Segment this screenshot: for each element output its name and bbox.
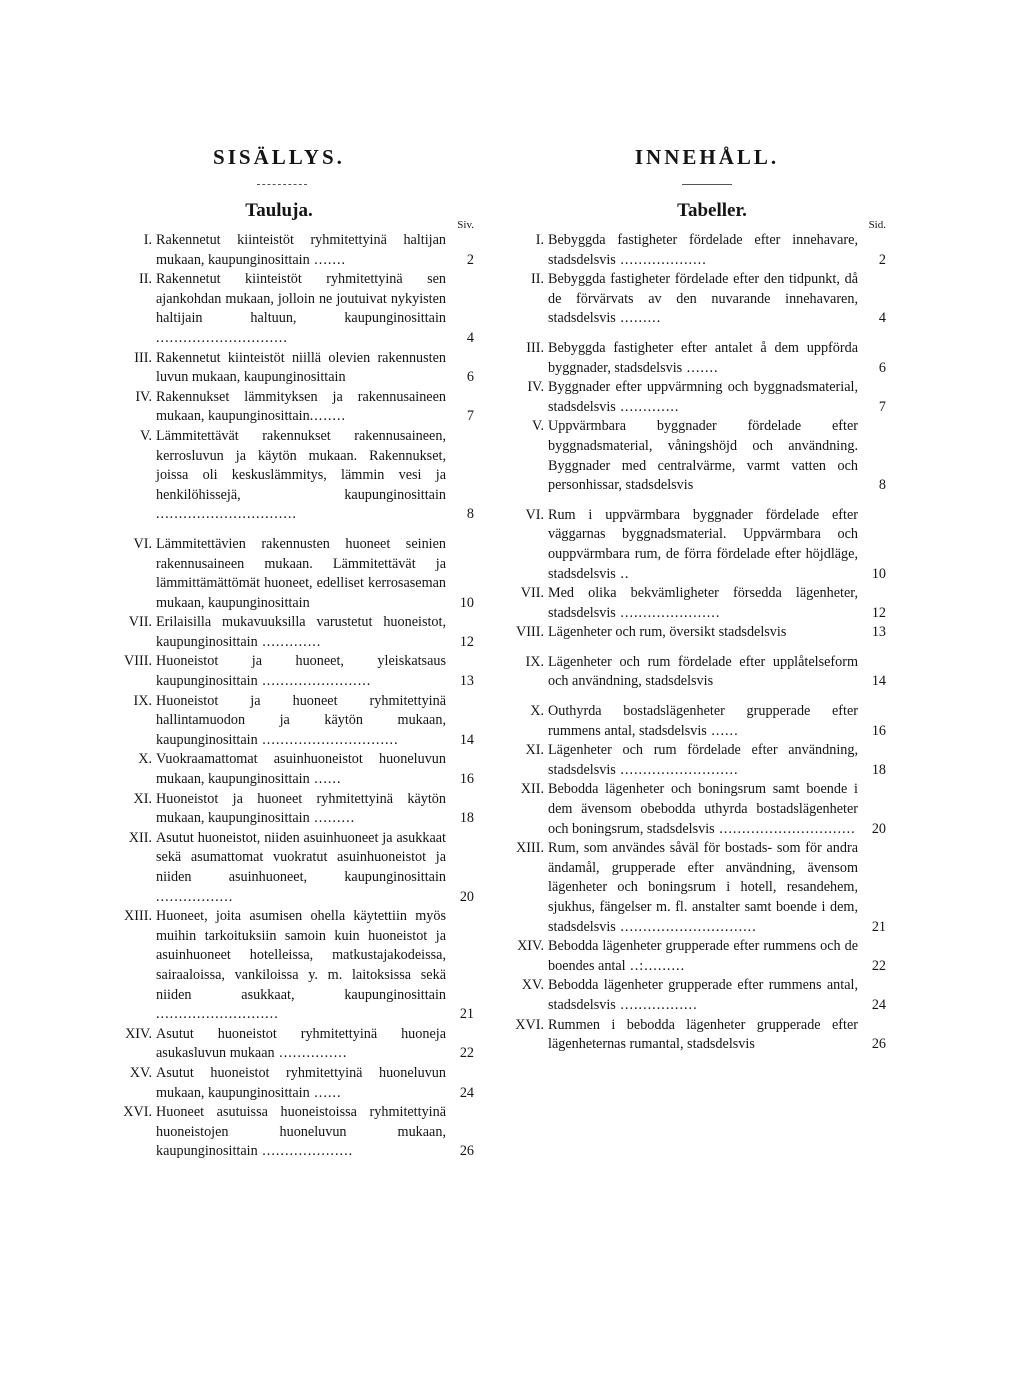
page-number: 26 [459, 1143, 474, 1160]
toc-entry [508, 937, 886, 976]
toc-entry [508, 839, 886, 937]
table-title-text: Bebyggda fastigheter efter antalet å dem uppförda byggnader, stadsdelsvis [548, 339, 858, 376]
table-number: I. [535, 232, 544, 248]
table-title-text: Rakennetut kiinteistöt ryhmitettyinä haltijan mukaan, kaupunginosittain [156, 232, 446, 268]
table-title [156, 613, 446, 652]
page-number: 7 [466, 408, 474, 425]
toc-entry [508, 378, 886, 417]
toc-entry [508, 339, 886, 378]
leader-dots: ............... [274, 1045, 348, 1062]
table-number: XIV. [125, 1025, 152, 1042]
table-title [548, 506, 858, 584]
table-title-text: Med olika bekvämligheter försedda lägenheter, stadsdelsvis [548, 585, 858, 621]
table-title [548, 231, 858, 270]
page-number: 18 [459, 810, 474, 827]
table-title-text: Huoneet, joita asumisen ohella käytettiin myös muihin tarkoituksiin samoin kuin huoneistot ja asuinhuoneet hotelleissa, matkustajakodeissa, sairaaloissa, vankiloissa y. m. laitoksissa sekä niiden asukkaat, kaupunginosittain [156, 908, 446, 1003]
page-number: 2 [878, 251, 886, 268]
table-title-text: Outhyrda bostadslägenheter grupperade efter rummens antal, stadsdelsvis [548, 703, 858, 739]
leader-dots: ......... [309, 810, 356, 827]
toc-entry [114, 1103, 474, 1162]
table-title-text: Bebodda lägenheter grupperade efter rummens antal, stadsdelsvis [548, 977, 858, 1013]
page-number: 10 [459, 594, 474, 611]
table-title-text: Bebodda lägenheter grupperade efter rummens och de boendes antal [548, 938, 858, 974]
table-title [548, 623, 858, 643]
table-number: IX. [525, 653, 544, 670]
swedish-table-list [508, 231, 886, 1055]
table-title [548, 780, 858, 839]
table-title [156, 388, 446, 427]
table-number: VIII. [516, 624, 544, 641]
leader-dots: ...................... [615, 604, 721, 621]
table-title [156, 1025, 446, 1064]
leader-dots: ............. [615, 398, 680, 415]
leader-dots: ....... [309, 251, 347, 268]
leader-dots: ................. [156, 888, 234, 905]
table-number: II. [531, 271, 544, 288]
page-number: 8 [466, 506, 474, 523]
table-number: XV. [129, 1064, 152, 1081]
toc-entry [114, 349, 474, 388]
table-title-text: Rummen i bebodda lägenheter grupperade efter lägenheternas rumantal, stadsdelsvis [548, 1016, 858, 1053]
table-title-text: Lämmitettävien rakennusten huoneet seinien rakennusaineen mukaan. Lämmitettävät ja lämmittämättömät huoneet, edelliset kerrosaseman mukaan, kaupunginosittain [156, 535, 446, 611]
table-title-text: Uppvärmbara byggnader fördelade efter byggnadsmaterial, våningshöjd och användning. Byggnader med centralvärme, varmt vatten och personhissar, stadsdelsvis [548, 418, 858, 494]
page-number: 20 [459, 888, 474, 905]
toc-entry [508, 702, 886, 741]
toc-entry [508, 270, 886, 329]
page-number: 6 [466, 369, 474, 386]
page-number: 16 [871, 722, 886, 739]
page-number: 4 [878, 310, 886, 327]
table-number: XIII. [124, 908, 152, 925]
leader-dots: ........................ [257, 673, 372, 690]
table-title [156, 349, 446, 388]
table-title [156, 907, 446, 1025]
swedish-page-column-header: Sid. [868, 219, 886, 231]
toc-entry [508, 780, 886, 839]
toc-entry [508, 231, 886, 270]
page-number: 12 [871, 604, 886, 621]
toc-entry [114, 388, 474, 427]
swedish-subheading: Tabeller. [677, 200, 747, 221]
table-title-text: Huoneistot ja huoneet ryhmitettyinä käytön mukaan, kaupunginosittain [156, 790, 446, 827]
toc-entry [508, 1016, 886, 1055]
table-title [156, 829, 446, 907]
leader-dots: ......... [615, 310, 662, 327]
table-number: V. [532, 418, 544, 435]
table-title-text: Byggnader efter uppvärmning och byggnadsmaterial, stadsdelsvis [548, 379, 858, 415]
table-number: XVI. [515, 1016, 544, 1033]
toc-entry [508, 506, 886, 584]
table-title [548, 1016, 858, 1055]
finnish-heading: SISÄLLYS. [213, 145, 345, 169]
table-title-text: Rum i uppvärmbara byggnader fördelade efter väggarnas byggnadsmaterial. Uppvärmbara och ouppvärmbara rum, de förra fördelade efter höjdläge, stadsdelsvis [548, 506, 858, 582]
table-number: IV. [135, 388, 152, 405]
toc-entry [508, 653, 886, 692]
table-title-text: Asutut huoneistot, niiden asuinhuoneet ja asukkaat sekä asumattomat vuokratut asuinhuoneistot ja niiden asuinhuoneet, kaupunginosittain [156, 829, 446, 885]
table-title [156, 692, 446, 751]
toc-entry [114, 829, 474, 907]
page-number: 2 [466, 251, 474, 268]
page-number: 20 [871, 820, 886, 837]
table-title-text: Huoneistot ja huoneet ryhmitettyinä hallintamuodon ja käytön mukaan, kaupunginosittain [156, 692, 446, 748]
table-number: V. [140, 427, 152, 444]
table-number: VI. [133, 535, 152, 552]
table-title [156, 535, 446, 613]
page-number: 13 [871, 624, 886, 641]
toc-entry [114, 270, 474, 348]
table-number: XII. [128, 829, 152, 846]
table-title-text: Rakennetut kiinteistöt ryhmitettyinä sen ajankohdan mukaan, jolloin ne joutuivat nykyisten haltijain haltuun, kaupunginosittain [156, 271, 446, 327]
table-title [548, 339, 858, 378]
leader-dots: ................... [615, 251, 707, 268]
table-title [548, 937, 858, 976]
page-number: 22 [871, 957, 886, 974]
page-number: 14 [871, 673, 886, 690]
page-number: 14 [459, 731, 474, 748]
table-number: XI. [133, 790, 152, 807]
toc-entry [114, 692, 474, 751]
page-number: 4 [466, 329, 474, 346]
toc-entry [114, 427, 474, 525]
page-number: 16 [459, 771, 474, 788]
table-title [548, 270, 858, 329]
table-title [156, 427, 446, 525]
table-number: VI. [525, 506, 544, 523]
table-number: VII. [520, 585, 544, 602]
table-title [156, 1103, 446, 1162]
page-number: 12 [459, 633, 474, 650]
table-title-text: Rum, som användes såväl för bostads- som för andra ändamål, grupperade efter användning, ävensom lägenheter och boningsrum i hotell, resandehem, sjukhus, fängelser m. fl. anstalter samt boende i dem, stadsdelsvis [548, 840, 858, 935]
table-title-text: Erilaisilla mukavuuksilla varustetut huoneistot, kaupunginosittain [156, 614, 446, 650]
table-number: X. [530, 703, 544, 720]
toc-entry [508, 584, 886, 623]
toc-entry [114, 535, 474, 613]
table-title-text: Asutut huoneistot ryhmitettyinä huoneluvun mukaan, kaupunginosittain [156, 1064, 446, 1101]
table-title [156, 750, 446, 789]
leader-dots: ........ [309, 408, 347, 425]
page-number: 21 [459, 1006, 474, 1023]
table-title-text: Rakennukset lämmityksen ja rakennusaineen mukaan, kaupunginosittain [156, 388, 446, 425]
leader-dots: ............................... [156, 506, 297, 523]
leader-dots: .............................. [714, 820, 856, 837]
table-title [156, 270, 446, 348]
table-number: XI. [525, 742, 544, 759]
page-number: 6 [878, 359, 886, 376]
table-number: XII. [520, 781, 544, 798]
table-title-text: Lägenheter och rum fördelade efter upplåtelseform och användning, stadsdelsvis [548, 653, 858, 690]
toc-entry [114, 1064, 474, 1103]
toc-entry [508, 741, 886, 780]
table-title-text: Lägenheter och rum, översikt stadsdelsvis [548, 624, 787, 641]
table-title [548, 653, 858, 692]
table-title-text: Rakennetut kiinteistöt niillä olevien rakennusten luvun mukaan, kaupunginosittain [156, 349, 446, 386]
toc-entry [114, 652, 474, 691]
table-number: XVI. [123, 1104, 152, 1121]
table-title [156, 790, 446, 829]
table-title [548, 741, 858, 780]
table-title-text: Asutut huoneistot ryhmitettyinä huoneja asukasluvun mukaan [156, 1025, 446, 1062]
table-title [156, 1064, 446, 1103]
leader-dots: ...... [309, 771, 342, 788]
leader-dots: .................... [257, 1143, 354, 1160]
toc-entry [114, 750, 474, 789]
heading-divider [257, 184, 307, 185]
finnish-subheading: Tauluja. [245, 200, 313, 221]
table-number: IV. [527, 379, 544, 396]
table-title-text: Lägenheter och rum fördelade efter användning, stadsdelsvis [548, 742, 858, 778]
table-number: I. [143, 232, 152, 248]
leader-dots: ...... [706, 722, 739, 739]
leader-dots: ............. [257, 633, 322, 650]
toc-entry [508, 623, 886, 643]
table-title [156, 231, 446, 270]
table-number: X. [138, 751, 152, 768]
table-title [548, 584, 858, 623]
leader-dots: .. [615, 565, 630, 582]
page-number: 13 [459, 673, 474, 690]
table-title [548, 417, 858, 495]
toc-entry [508, 417, 886, 495]
page-number: 24 [459, 1084, 474, 1101]
toc-entry [114, 790, 474, 829]
table-title-text: Bebyggda fastigheter fördelade efter den tidpunkt, då de förvärvats av den nuvarande innehavaren, stadsdelsvis [548, 271, 858, 327]
table-title-text: Vuokraamattomat asuinhuoneistot huoneluvun mukaan, kaupunginosittain [156, 751, 446, 788]
leader-dots: ...... [309, 1084, 342, 1101]
swedish-contents-column [508, 142, 886, 1055]
table-number: III. [134, 349, 152, 366]
leader-dots: ..:......... [625, 957, 686, 974]
toc-entry [114, 231, 474, 270]
page-number: 10 [871, 565, 886, 582]
table-title-text: Bebyggda fastigheter fördelade efter innehavare, stadsdelsvis [548, 232, 858, 268]
page-number: 18 [871, 761, 886, 778]
page-number: 8 [878, 477, 886, 494]
leader-dots: ....... [682, 359, 719, 376]
table-title [548, 839, 858, 937]
table-number: II. [139, 271, 152, 288]
swedish-heading: INNEHÅLL. [634, 145, 780, 169]
page-number: 21 [871, 918, 886, 935]
heading-divider [682, 184, 732, 185]
table-title [548, 976, 858, 1015]
table-title [156, 652, 446, 691]
table-title-text: Huoneet asutuissa huoneistoissa ryhmitettyinä huoneistojen huoneluvun mukaan, kaupunginosittain [156, 1104, 446, 1160]
table-number: VII. [128, 614, 152, 631]
leader-dots: ................. [615, 996, 698, 1013]
table-number: IX. [133, 692, 152, 709]
table-title [548, 702, 858, 741]
finnish-contents-column [114, 142, 474, 1162]
toc-entry [114, 907, 474, 1025]
page-number: 7 [878, 398, 886, 415]
table-title [548, 378, 858, 417]
leader-dots: .............................. [615, 918, 757, 935]
leader-dots: .............................. [257, 731, 399, 748]
leader-dots: ........................... [156, 1006, 279, 1023]
table-number: XV. [521, 977, 544, 994]
toc-entry [114, 613, 474, 652]
table-title-text: Bebodda lägenheter och boningsrum samt boende i dem ävensom obebodda uthyrda bostadslägenheter och boningsrum, stadsdelsvis [548, 781, 858, 837]
page-number: 22 [459, 1045, 474, 1062]
table-title-text: Lämmitettävät rakennukset rakennusaineen, kerrosluvun ja käytön mukaan. Rakennukset, joissa oli keskuslämmitys, lämmin vesi ja henkilöhissejä, kaupunginosittain [156, 427, 446, 503]
finnish-table-list [114, 231, 474, 1162]
toc-entry [114, 1025, 474, 1064]
page-number: 24 [871, 996, 886, 1013]
table-title-text: Huoneistot ja huoneet, yleiskatsaus kaupunginosittain [156, 653, 446, 690]
table-number: XIV. [517, 938, 544, 955]
leader-dots: ............................. [156, 329, 288, 346]
toc-entry [508, 976, 886, 1015]
finnish-page-column-header: Siv. [457, 219, 474, 231]
table-number: XIII. [516, 840, 544, 857]
table-number: III. [526, 339, 544, 356]
table-number: VIII. [124, 653, 152, 670]
page-number: 26 [871, 1036, 886, 1053]
leader-dots: .......................... [615, 761, 739, 778]
